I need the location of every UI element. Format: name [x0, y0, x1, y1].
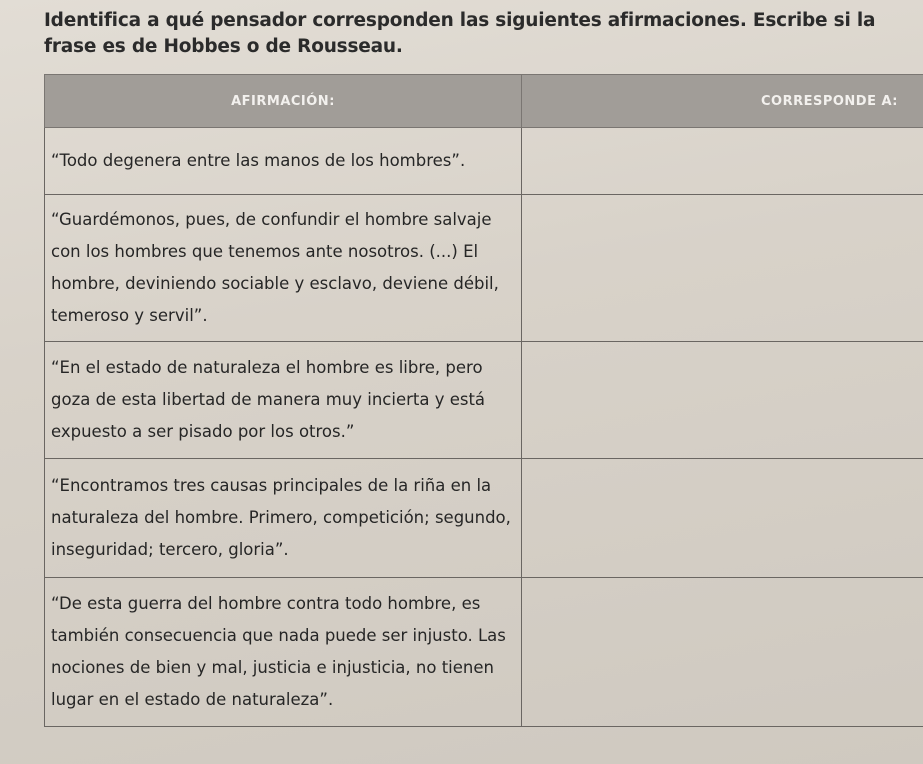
statement-cell: “Todo degenera entre las manos de los hombres”.	[45, 128, 522, 195]
table-row	[45, 342, 923, 459]
answer-cell[interactable]	[522, 195, 923, 342]
answer-cell[interactable]	[522, 128, 923, 195]
statement-cell: “De esta guerra del hombre contra todo hombre, es también consecuencia que nada puede ser injusto. Las nociones de bien y mal, justicia e injusticia, no tienen lugar en el estado de naturaleza”.	[45, 578, 522, 727]
table-row	[45, 578, 923, 727]
header-afirmacion: AFIRMACIÓN:	[45, 75, 522, 128]
statement-cell: “Encontramos tres causas principales de la riña en la naturaleza del hombre. Primero, competición; segundo, inseguridad; tercero, gloria”.	[45, 459, 522, 578]
statements-table	[44, 74, 923, 727]
instructions-text: Identifica a qué pensador corresponden las siguientes afirmaciones. Escribe si la frase es de Hobbes o de Rousseau.	[44, 10, 876, 57]
statement-cell: “Guardémonos, pues, de confundir el hombre salvaje con los hombres que tenemos ante nosotros. (...) El hombre, deviniendo sociable y esclavo, deviene débil, temeroso y servil”.	[45, 195, 522, 342]
answer-cell[interactable]	[522, 459, 923, 578]
table-header-row	[45, 75, 923, 128]
table-row	[45, 195, 923, 342]
header-corresponde: CORRESPONDE A:	[522, 75, 923, 128]
table-row	[45, 459, 923, 578]
answer-cell[interactable]	[522, 578, 923, 727]
table-row	[45, 128, 923, 195]
answer-cell[interactable]	[522, 342, 923, 459]
statement-cell: “En el estado de naturaleza el hombre es libre, pero goza de esta libertad de manera muy incierta y está expuesto a ser pisado por los otros.”	[45, 342, 522, 459]
